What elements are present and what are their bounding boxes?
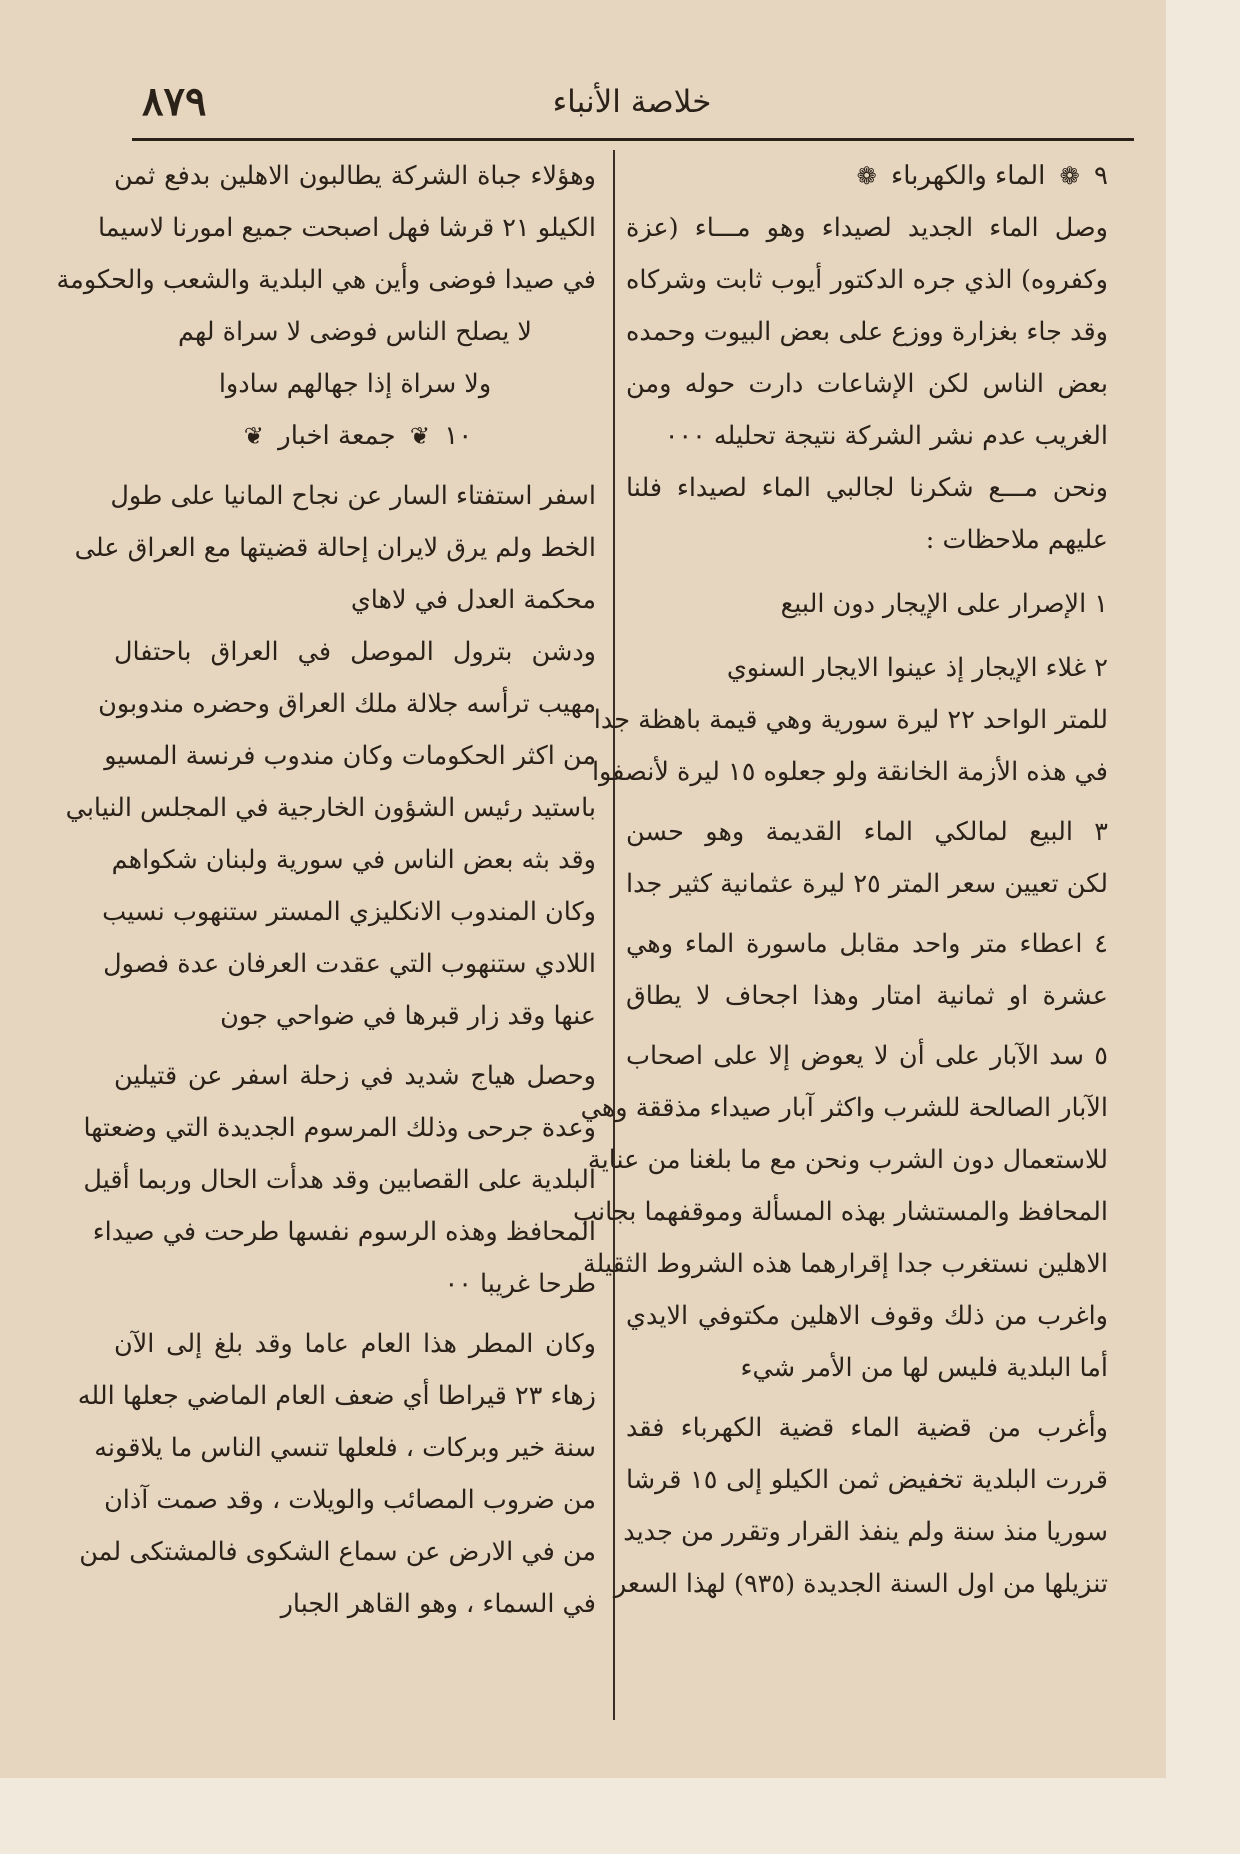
text-line: اللادي ستنهوب التي عقدت العرفان عدة فصول (103, 949, 596, 979)
text-line: سنة خير وبركات ، فلعلها تنسي الناس ما يلاقونه (94, 1433, 596, 1463)
text-line: وأغرب من قضية الماء قضية الكهرباء فقد (626, 1413, 1108, 1443)
right-column (572, 150, 1108, 1610)
text-line: وهؤلاء جباة الشركة يطالبون الاهلين بدفع ثمن (114, 161, 596, 191)
text-line: وكفروه) الذي جره الدكتور أيوب ثابت وشركاه (626, 265, 1108, 295)
text-line: قررت البلدية تخفيض ثمن الكيلو إلى ١٥ قرشا (626, 1465, 1108, 1495)
text-line: مهيب ترأسه جلالة ملك العراق وحضره مندوبون (98, 689, 596, 719)
text-line: من ضروب المصائب والويلات ، وقد صمت آذان (104, 1485, 596, 1515)
text-line: للاستعمال دون الشرب ونحن مع ما بلغنا من عناية (587, 1145, 1108, 1175)
column-divider (613, 150, 615, 1720)
text-line: لكن تعيين سعر المتر ٢٥ ليرة عثمانية كثير جدا (626, 869, 1108, 899)
text-line: بعض الناس لكن الإشاعات دارت حوله ومن (626, 369, 1108, 399)
list-item: ٥ سد الآبار على أن لا يعوض إلا على اصحاب (626, 1041, 1108, 1071)
page-number: ٨٧٩ (142, 78, 207, 125)
ornament-icon: ❦ (409, 422, 431, 450)
text-line: وحصل هياج شديد في زحلة اسفر عن قتيلين (114, 1061, 596, 1091)
text-line: طرحا غريبا ٠٠ (444, 1269, 596, 1299)
text-line: ونحن مـــع شكرنا لجالبي الماء لصيداء فلنا (626, 473, 1108, 503)
text-line: وكان المندوب الانكليزي المستر ستنهوب نسيب (102, 897, 596, 927)
list-item: ٤ اعطاء متر واحد مقابل ماسورة الماء وهي (626, 929, 1108, 959)
left-column (56, 150, 596, 1630)
text-line: المحافظ والمستشار بهذه المسألة وموقفهما بجانب (572, 1197, 1108, 1227)
text-line: عليهم ملاحظات : (925, 525, 1108, 555)
text-line: أما البلدية فليس لها من الأمر شيء (740, 1353, 1108, 1383)
text-line: وصل الماء الجديد لصيداء وهو مـــاء (عزة (626, 213, 1108, 243)
text-line: عشرة او ثمانية امتار وهذا اجحاف لا يطاق (626, 981, 1108, 1011)
text-line: الآبار الصالحة للشرب واكثر آبار صيداء مذققة وهي (580, 1093, 1108, 1123)
section-title: الماء والكهرباء (891, 161, 1046, 191)
text-line: من اكثر الحكومات وكان مندوب فرنسة المسيو (104, 741, 596, 771)
text-line: محكمة العدل في لاهاي (350, 585, 596, 615)
verse-line: لا يصلح الناس فوضى لا سراة لهم (178, 317, 532, 347)
section-heading-water-electricity (626, 150, 1108, 202)
section-number: ٩ (1094, 161, 1108, 191)
text-line: وعدة جرحى وذلك المرسوم الجديدة التي وضعتها (83, 1113, 596, 1143)
text-line: الكيلو ٢١ قرشا فهل اصبحت جميع امورنا لاسيما (98, 213, 596, 243)
text-line: زهاء ٢٣ قيراطا أي ضعف العام الماضي جعلها الله (77, 1381, 596, 1411)
page-header (130, 74, 1134, 134)
text-line: اسفر استفتاء السار عن نجاح المانيا على طول (110, 481, 596, 511)
text-line: للمتر الواحد ٢٢ ليرة سورية وهي قيمة باهظة جدا (593, 705, 1108, 735)
text-line: الخط ولم يرق لايران إحالة قضيتها مع العراق على (74, 533, 596, 563)
header-rule (132, 138, 1134, 141)
list-item: ٣ البيع لمالكي الماء القديمة وهو حسن (626, 817, 1108, 847)
ornament-icon: ❁ (856, 162, 877, 190)
text-line: باستيد رئيس الشؤون الخارجية في المجلس النيابي (65, 793, 596, 823)
ornament-icon: ❁ (1059, 162, 1080, 190)
list-item: ٢ غلاء الإيجار إذ عينوا الايجار السنوي (726, 653, 1108, 683)
list-item: ١ الإصرار على الإيجار دون البيع (780, 589, 1108, 619)
ornament-icon: ❦ (243, 422, 264, 450)
text-line: الغريب عدم نشر الشركة نتيجة تحليله ٠٠٠ (664, 421, 1108, 451)
text-line: في السماء ، وهو القاهر الجبار (280, 1589, 596, 1619)
text-line: وقد بثه بعض الناس في سورية ولبنان شكواهم (111, 845, 596, 875)
text-line: سوريا منذ سنة ولم ينفذ القرار وتقرر من جديد (623, 1517, 1108, 1547)
text-line: من في الارض عن سماع الشكوى فالمشتكى لمن (79, 1537, 596, 1567)
text-line: عنها وقد زار قبرها في ضواحي جون (220, 1001, 596, 1031)
text-line: ودشن بترول الموصل في العراق باحتفال (114, 637, 596, 667)
text-line: وكان المطر هذا العام عاما وقد بلغ إلى الآن (114, 1329, 596, 1359)
section-number: ١٠ (444, 421, 473, 451)
text-line: واغرب من ذلك وقوف الاهلين مكتوفي الايدي (626, 1301, 1108, 1331)
text-line: البلدية على القصابين وقد هدأت الحال وربما أقيل (83, 1165, 596, 1195)
text-line: المحافظ وهذه الرسوم نفسها طرحت في صيداء (92, 1217, 596, 1247)
text-line: في صيدا فوضى وأين هي البلدية والشعب والحكومة (56, 265, 596, 295)
text-line: تنزيلها من اول السنة الجديدة (٩٣٥) لهذا السعر (613, 1569, 1108, 1599)
verse-line: ولا سراة إذا جهالهم سادوا (218, 369, 492, 399)
section-heading-news-week (114, 410, 596, 462)
section-title: جمعة اخبار (278, 421, 396, 451)
text-line: في هذه الأزمة الخانقة ولو جعلوه ١٥ ليرة لأنصفوا (591, 757, 1108, 787)
text-line: الاهلين نستغرب جدا إقرارهما هذه الشروط الثقيلة (582, 1249, 1108, 1279)
text-line: وقد جاء بغزارة ووزع على بعض البيوت وحمده (626, 317, 1108, 347)
running-title: خلاصة الأنباء (552, 84, 712, 120)
